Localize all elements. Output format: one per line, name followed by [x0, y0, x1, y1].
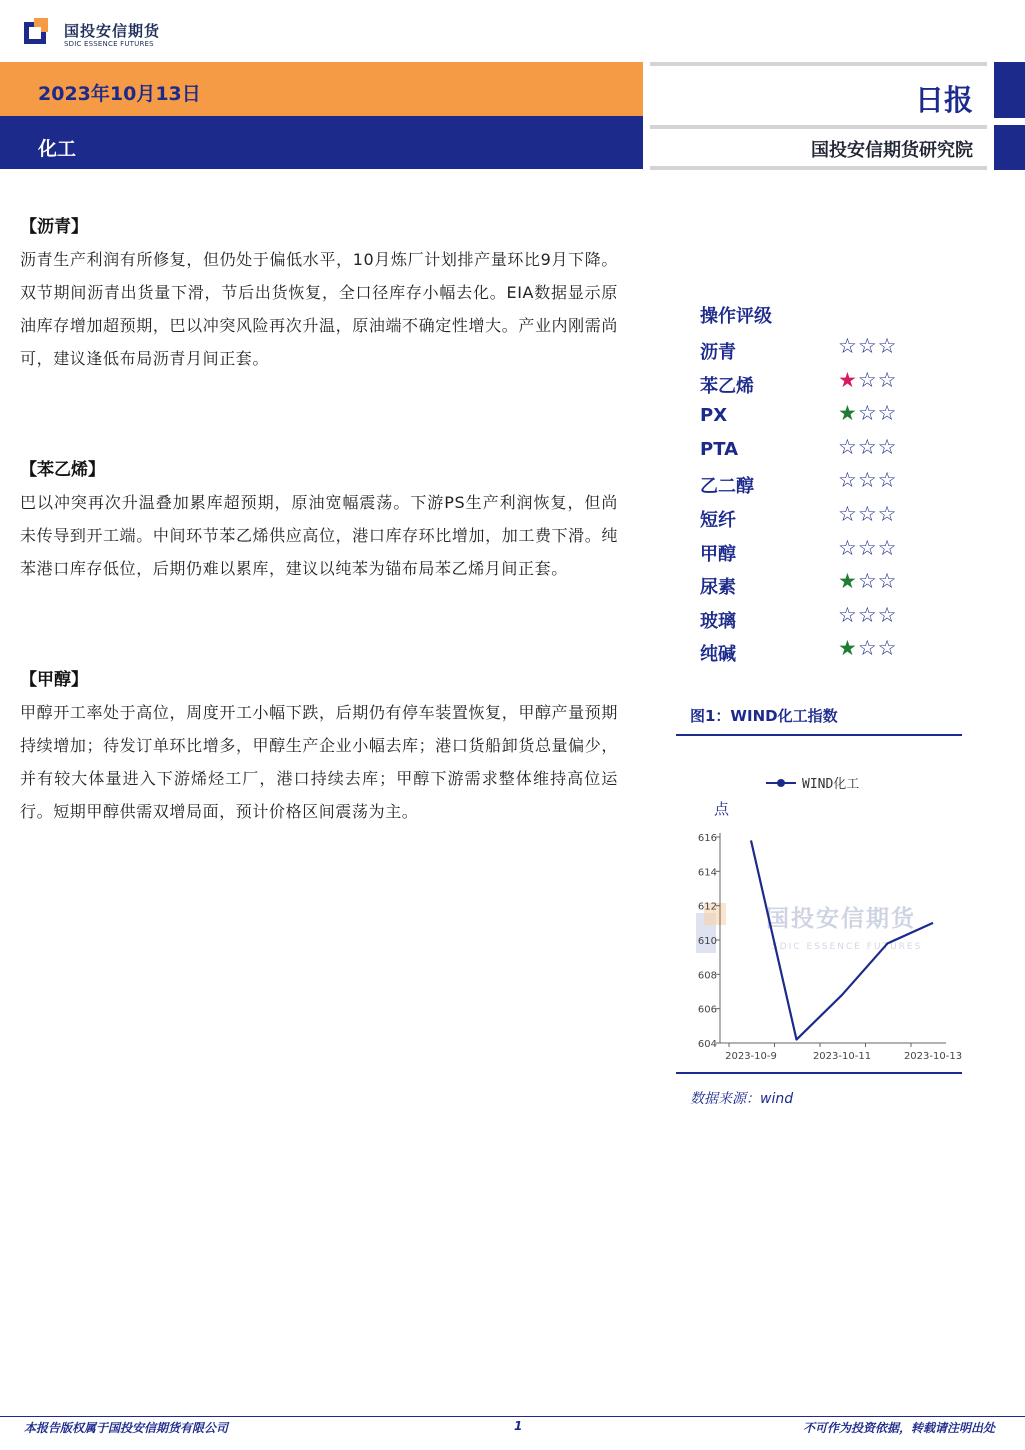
report-sector: 化工 — [38, 138, 77, 160]
rating-product-name: PTA — [700, 438, 739, 460]
empty-star-icon: ☆ — [877, 569, 898, 594]
rating-stars — [838, 536, 897, 560]
report-date: 2023年10月13日 — [38, 83, 201, 105]
x-tick-label: 2023-10-9 — [725, 1051, 777, 1062]
empty-star-icon: ☆ — [857, 569, 878, 594]
empty-star-icon: ☆ — [838, 434, 858, 459]
y-tick-label: 606 — [697, 1004, 717, 1016]
empty-star-icon: ☆ — [857, 502, 878, 526]
rating-product-name: 尿素 — [700, 577, 736, 599]
y-tick-label: 612 — [697, 901, 717, 913]
empty-star-icon: ☆ — [857, 401, 878, 426]
empty-star-icon: ☆ — [857, 434, 878, 459]
y-tick-label: 604 — [697, 1039, 717, 1050]
rating-row — [700, 569, 940, 603]
rating-row — [700, 636, 940, 670]
rating-product-name: 玻璃 — [700, 610, 736, 632]
rating-stars — [838, 435, 897, 459]
brand-logo-mark — [24, 18, 54, 48]
page-number: 1 — [514, 1419, 523, 1433]
filled-star-icon: ★ — [838, 401, 858, 426]
y-tick-label: 608 — [697, 970, 717, 982]
section-body-methanol: 甲醇开工率处于高位，周度开工小幅下跌，后期仍有停车装置恢复，甲醇产量预期持续增加；待发订单环比增多，甲醇生产企业小幅去库；港口货船卸货总量偏少，并有较大体量进入下游烯烃工厂，港口持续去库；甲醇下游需求整体维持高位运行。短期甲醇供需双增局面，预计价格区间震荡为主。 — [20, 703, 618, 821]
empty-star-icon: ☆ — [838, 502, 858, 526]
empty-star-icon: ☆ — [877, 468, 898, 493]
empty-star-icon: ☆ — [877, 367, 898, 392]
section-title-styrene: 【苯乙烯】 — [20, 460, 105, 480]
empty-star-icon: ☆ — [877, 401, 898, 426]
y-tick-label: 610 — [697, 936, 717, 947]
report-type: 日报 — [914, 83, 973, 117]
header-rule-bottom — [650, 166, 987, 170]
empty-star-icon: ☆ — [838, 334, 858, 358]
rating-product-name: 苯乙烯 — [700, 375, 754, 397]
header-accent-top — [994, 62, 1025, 118]
rating-product-name: 甲醇 — [700, 543, 736, 565]
rating-title: 操作评级 — [700, 306, 772, 327]
figure-rule-top — [676, 734, 962, 736]
empty-star-icon: ☆ — [877, 334, 898, 358]
watermark-text-en: SDIC ESSENCE FUTURES — [772, 942, 923, 952]
empty-star-icon: ☆ — [857, 367, 878, 392]
footer-rule — [0, 1416, 1025, 1417]
empty-star-icon: ☆ — [857, 636, 878, 661]
rating-row — [700, 468, 940, 502]
header-rule-top — [650, 62, 987, 66]
watermark-text: 国投安信期货 — [766, 906, 916, 932]
filled-star-icon: ★ — [838, 569, 858, 594]
rating-stars — [838, 401, 897, 425]
rating-row — [700, 401, 940, 435]
figure-source: 数据来源：wind — [690, 1091, 794, 1107]
rating-product-name: 纯碱 — [700, 644, 736, 666]
rating-row — [700, 334, 940, 368]
y-tick-label: 614 — [697, 867, 717, 879]
empty-star-icon: ☆ — [838, 468, 858, 493]
rating-product-name: 短纤 — [700, 510, 736, 531]
rating-row — [700, 434, 940, 469]
rating-row — [700, 502, 940, 536]
empty-star-icon: ☆ — [877, 434, 898, 459]
rating-stars — [838, 502, 897, 526]
x-tick-label: 2023-10-13 — [903, 1051, 962, 1062]
series-line-wind-chem — [751, 840, 933, 1039]
empty-star-icon: ☆ — [838, 602, 858, 627]
empty-star-icon: ☆ — [857, 535, 878, 560]
empty-star-icon: ☆ — [877, 535, 898, 560]
y-axis-label: 点 — [714, 800, 730, 818]
section-body-asphalt: 沥青生产利润有所修复，但仍处于偏低水平，10月炼厂计划排产量环比9月下降。双节期间沥青出货量下滑，节后出货恢复，全口径库存小幅去化。EIA数据显示原油库存增加超预期，巴以冲突风险再次升温，原油端不确定性增大。产业内刚需尚可，建议逢低布局沥青月间正套。 — [20, 250, 618, 368]
rating-product-name: 沥青 — [700, 342, 736, 363]
institute-name: 国投安信期货研究院 — [811, 140, 973, 161]
empty-star-icon: ☆ — [877, 602, 898, 627]
footer-disclaimer: 不可作为投资依据，转载请注明出处 — [802, 1421, 995, 1435]
empty-star-icon: ☆ — [838, 535, 858, 560]
rating-stars — [838, 569, 897, 593]
footer-copyright: 本报告版权属于国投安信期货有限公司 — [24, 1421, 229, 1435]
header-rule-middle — [650, 125, 987, 129]
rating-row — [700, 602, 940, 637]
legend-marker — [777, 779, 785, 787]
filled-star-icon: ★ — [838, 636, 858, 661]
x-tick-label: 2023-10-11 — [812, 1051, 872, 1062]
rating-row — [700, 535, 940, 570]
empty-star-icon: ☆ — [857, 602, 878, 627]
empty-star-icon: ☆ — [877, 636, 898, 661]
empty-star-icon: ☆ — [857, 468, 878, 493]
rating-stars — [838, 368, 897, 392]
header-accent-bottom — [994, 125, 1025, 170]
section-body-styrene: 巴以冲突再次升温叠加累库超预期，原油宽幅震荡。下游PS生产利润恢复，但尚未传导到开工端。中间环节苯乙烯供应高位，港口库存环比增加，加工费下滑。纯苯港口库存低位，后期仍难以累库，建议以纯苯为锚布局苯乙烯月间正套。 — [20, 493, 618, 578]
empty-star-icon: ☆ — [857, 334, 878, 358]
wind-chem-index-chart — [676, 760, 962, 1072]
section-title-methanol: 【甲醇】 — [20, 670, 88, 690]
rating-row — [700, 367, 940, 402]
section-title-asphalt: 【沥青】 — [20, 217, 88, 237]
brand-name-en: SDIC ESSENCE FUTURES — [64, 40, 154, 48]
rating-product-name: PX — [700, 405, 728, 427]
figure-title: 图1：WIND化工指数 — [690, 707, 838, 725]
legend-label: WIND化工 — [802, 777, 860, 792]
y-tick-label: 616 — [697, 833, 717, 844]
rating-stars — [838, 636, 897, 660]
figure-rule-bottom — [676, 1072, 962, 1074]
empty-star-icon: ☆ — [877, 502, 898, 526]
rating-stars — [838, 334, 897, 358]
rating-product-name: 乙二醇 — [700, 476, 754, 498]
rating-stars — [838, 468, 897, 492]
brand-name-cn: 国投安信期货 — [64, 22, 161, 40]
sector-band — [0, 116, 643, 169]
filled-star-icon: ★ — [838, 367, 858, 392]
rating-stars — [838, 603, 897, 627]
